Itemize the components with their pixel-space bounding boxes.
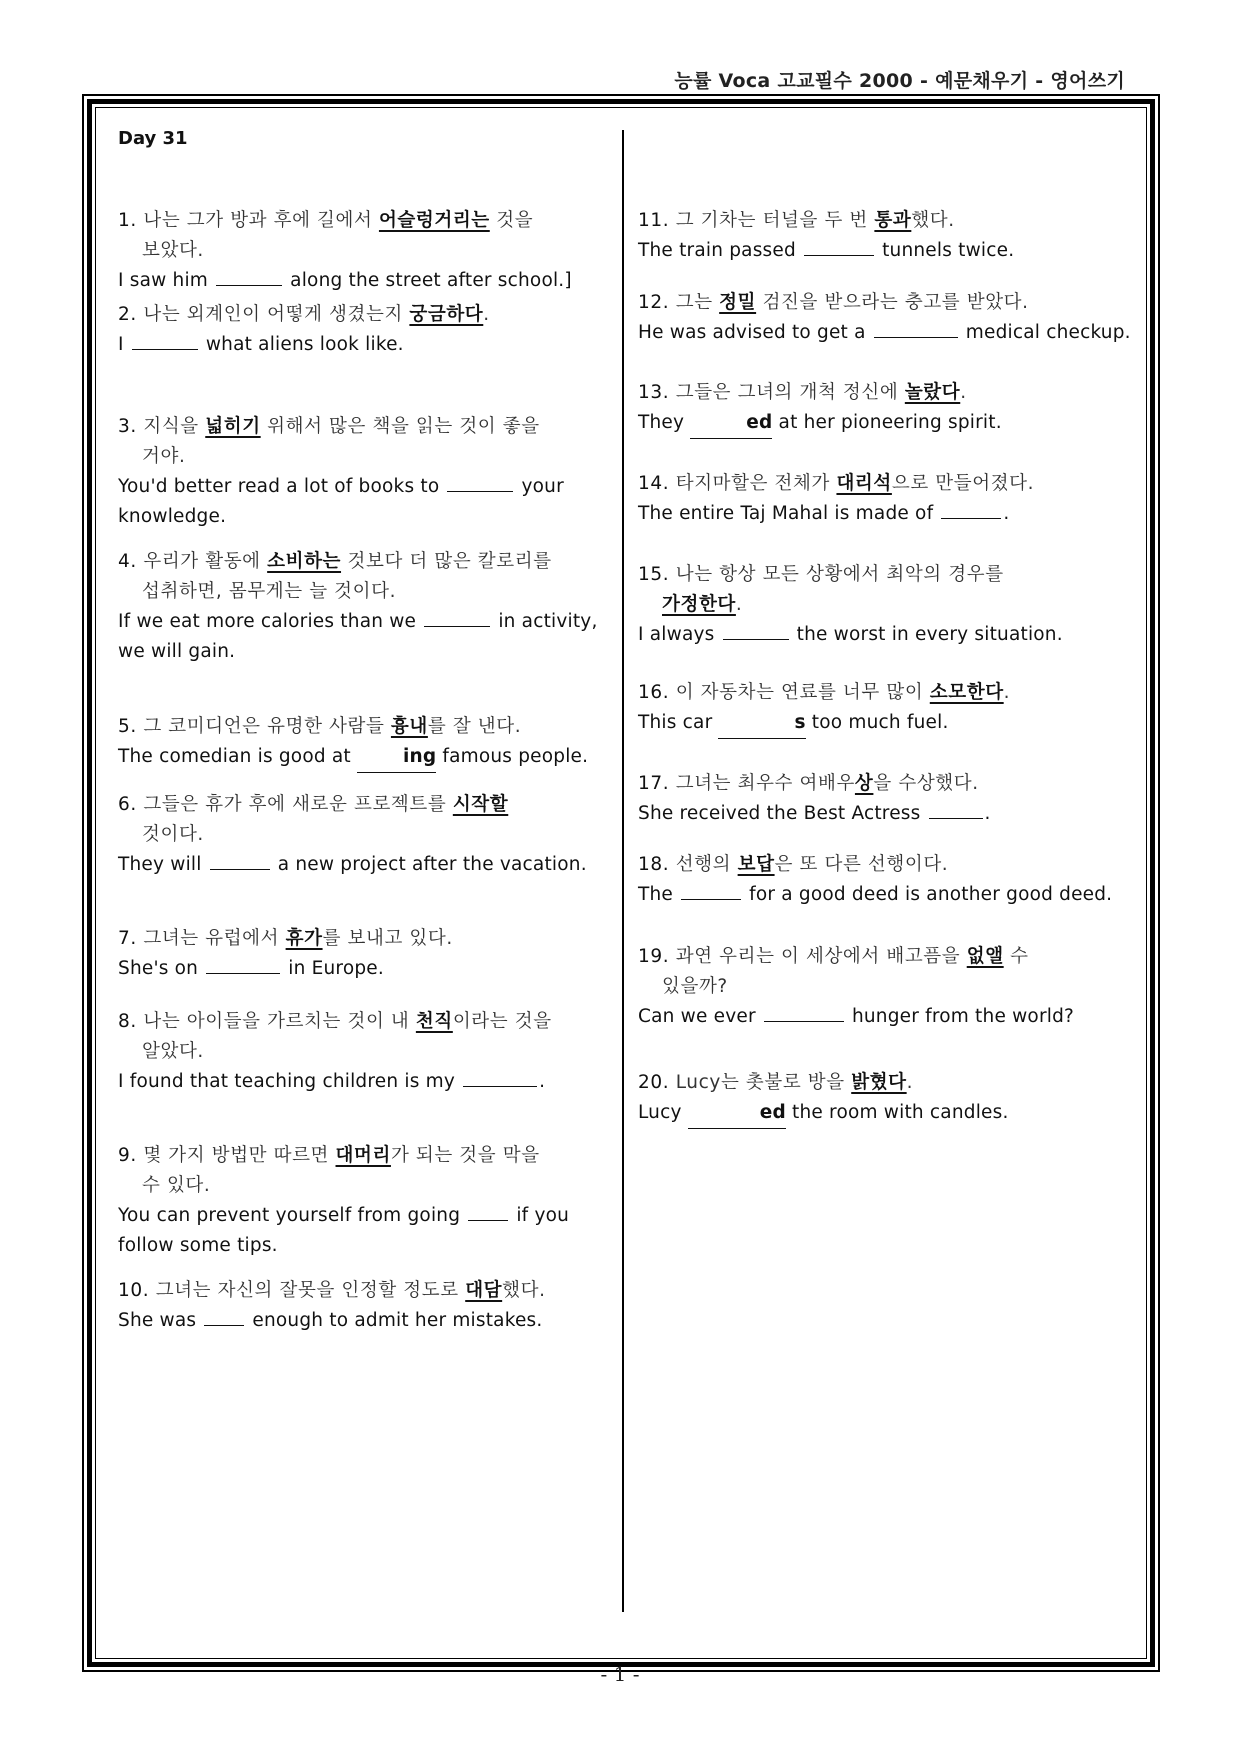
korean-text: 이 자동차는 연료를 너무 많이 xyxy=(675,682,930,703)
english-text: . xyxy=(1003,503,1010,524)
korean-text: 그 기차는 터널을 두 번 xyxy=(675,210,875,231)
korean-text: . xyxy=(1003,682,1011,703)
korean-sentence xyxy=(638,560,1138,620)
exercise-item xyxy=(638,850,1138,910)
korean-text: 그녀는 최우수 여배우 xyxy=(675,773,855,794)
keyword: 흉내 xyxy=(390,716,428,737)
korean-sentence xyxy=(638,942,1138,1002)
english-text: hunger from the world? xyxy=(845,1006,1075,1027)
korean-text: 그들은 휴가 후에 새로운 프로젝트를 xyxy=(143,794,453,815)
english-text: She's on xyxy=(118,958,205,979)
korean-text: 이라는 것을 xyxy=(452,1011,552,1032)
english-text: I saw him xyxy=(118,270,215,291)
korean-text: 선행의 xyxy=(675,854,738,875)
item-number: 5. xyxy=(118,716,137,737)
item-number: 2. xyxy=(118,304,137,325)
exercise-item xyxy=(118,206,588,296)
english-text: I xyxy=(118,334,130,355)
english-text: He was advised to get a xyxy=(638,322,872,343)
keyword: 대머리 xyxy=(335,1145,391,1166)
korean-text: Lucy는 촛불로 방을 xyxy=(675,1072,852,1093)
korean-sentence xyxy=(638,206,1138,236)
exercise-item xyxy=(638,206,1138,266)
korean-sentence xyxy=(638,678,1138,708)
korean-text: 그녀는 유럽에서 xyxy=(143,928,286,949)
keyword: 가정한다 xyxy=(662,594,736,615)
english-sentence xyxy=(118,1306,606,1336)
korean-text: 을 수상했다. xyxy=(873,773,979,794)
item-number: 12. xyxy=(638,292,670,313)
korean-sentence xyxy=(118,1141,588,1201)
page-number: - 1 - xyxy=(600,1662,640,1686)
korean-continuation: 거야. xyxy=(142,446,186,467)
korean-sentence xyxy=(118,412,588,472)
exercise-item xyxy=(638,769,1138,829)
item-number: 7. xyxy=(118,928,137,949)
english-text: She was xyxy=(118,1310,203,1331)
english-sentence xyxy=(638,708,1138,739)
korean-sentence xyxy=(118,547,606,607)
korean-text: 그 코미디언은 유명한 사람들 xyxy=(143,716,391,737)
answer-blank[interactable]: s xyxy=(718,708,805,739)
korean-sentence xyxy=(118,1007,588,1067)
english-text: for a good deed is another good deed. xyxy=(743,884,1113,905)
item-number: 6. xyxy=(118,794,137,815)
exercise-item xyxy=(638,378,1138,439)
korean-text: 그는 xyxy=(675,292,720,313)
keyword: 시작할 xyxy=(452,794,509,815)
exercise-item xyxy=(638,678,1138,739)
answer-blank[interactable] xyxy=(463,1068,537,1087)
korean-text: 그녀는 자신의 잘못을 인정할 정도로 xyxy=(155,1280,466,1301)
document-header-title: 능률 Voca 고교필수 2000 - 예문채우기 - 영어쓰기 xyxy=(674,70,1125,92)
korean-text: . xyxy=(483,304,490,325)
korean-text: 과연 우리는 이 세상에서 배고픔을 xyxy=(675,946,967,967)
english-sentence xyxy=(118,472,588,532)
exercise-item xyxy=(638,288,1138,348)
korean-text: 몇 가지 방법만 따르면 xyxy=(143,1145,336,1166)
korean-sentence xyxy=(118,712,606,742)
answer-blank[interactable] xyxy=(424,608,490,627)
english-text: The entire Taj Mahal is made of xyxy=(638,503,940,524)
keyword: 대리석 xyxy=(836,473,892,494)
english-text: I always xyxy=(638,624,721,645)
korean-text: 지식을 xyxy=(143,416,206,437)
keyword: 놀랐다 xyxy=(904,382,961,403)
korean-text: . xyxy=(906,1072,914,1093)
exercise-item xyxy=(118,712,606,773)
english-text: if you follow some tips. xyxy=(118,1205,570,1256)
english-text: The comedian is good at xyxy=(118,746,357,767)
english-sentence xyxy=(118,742,606,773)
item-number: 8. xyxy=(118,1011,137,1032)
english-text: what aliens look like. xyxy=(199,334,404,355)
exercise-item xyxy=(118,1007,588,1097)
item-number: 15. xyxy=(638,564,670,585)
english-text: famous people. xyxy=(436,746,589,767)
english-text: The xyxy=(638,884,680,905)
column-divider xyxy=(622,130,624,1612)
english-sentence xyxy=(638,880,1138,910)
item-number: 3. xyxy=(118,416,137,437)
answer-blank[interactable] xyxy=(468,1202,508,1221)
korean-text: 위해서 많은 책을 읽는 것이 좋을 xyxy=(260,416,540,437)
english-text: If we eat more calories than we xyxy=(118,611,423,632)
korean-text: 그들은 그녀의 개척 정신에 xyxy=(675,382,905,403)
exercise-item xyxy=(638,560,1138,650)
korean-sentence xyxy=(118,924,588,954)
english-sentence xyxy=(638,620,1138,650)
english-text: Lucy xyxy=(638,1102,688,1123)
item-number: 4. xyxy=(118,551,137,572)
korean-text: 것을 xyxy=(489,210,534,231)
korean-text: 나는 항상 모든 상황에서 최악의 경우를 xyxy=(675,564,1004,585)
item-number: 18. xyxy=(638,854,670,875)
answer-blank[interactable] xyxy=(216,267,282,286)
answer-blank[interactable] xyxy=(206,955,280,974)
answer-blank[interactable] xyxy=(210,851,270,870)
keyword: 궁금하다 xyxy=(409,304,484,325)
answer-blank[interactable] xyxy=(804,237,874,256)
english-text: . xyxy=(539,1071,546,1092)
korean-text: 나는 아이들을 가르치는 것이 내 xyxy=(143,1011,416,1032)
korean-text: 타지마할은 전체가 xyxy=(675,473,837,494)
english-text: She received the Best Actress xyxy=(638,803,927,824)
korean-text: 으로 만들어졌다. xyxy=(891,473,1035,494)
answer-blank[interactable]: ed xyxy=(688,1098,786,1129)
item-number: 19. xyxy=(638,946,670,967)
keyword: 어슬렁거리는 xyxy=(378,210,490,231)
item-number: 13. xyxy=(638,382,670,403)
english-text: at her pioneering spirit. xyxy=(772,412,1002,433)
english-text: the room with candles. xyxy=(785,1102,1009,1123)
english-sentence xyxy=(118,330,588,360)
item-number: 10. xyxy=(118,1280,150,1301)
exercise-item xyxy=(638,1068,1138,1129)
english-text: medical checkup. xyxy=(959,322,1131,343)
korean-sentence xyxy=(638,1068,1138,1098)
answer-blank[interactable]: ed xyxy=(690,408,772,439)
item-number: 9. xyxy=(118,1145,137,1166)
korean-continuation: 알았다. xyxy=(142,1041,204,1062)
english-text: The train passed xyxy=(638,240,802,261)
korean-sentence xyxy=(638,769,1138,799)
korean-continuation: 보았다. xyxy=(142,240,204,261)
keyword: 소모한다 xyxy=(929,682,1004,703)
item-number: 20. xyxy=(638,1072,670,1093)
answer-blank[interactable] xyxy=(447,473,513,492)
answer-blank[interactable] xyxy=(681,881,741,900)
exercise-item xyxy=(118,1276,606,1336)
korean-sentence xyxy=(118,1276,606,1306)
english-text: You can prevent yourself from going xyxy=(118,1205,467,1226)
english-sentence xyxy=(638,318,1138,348)
english-sentence xyxy=(638,1002,1138,1032)
korean-sentence xyxy=(118,206,588,266)
answer-blank[interactable] xyxy=(929,800,983,819)
english-sentence xyxy=(638,499,1138,529)
korean-text: 것보다 더 많은 칼로리를 xyxy=(341,551,552,572)
english-sentence xyxy=(638,236,1138,266)
korean-sentence xyxy=(638,378,1138,408)
english-text: I found that teaching children is my xyxy=(118,1071,462,1092)
keyword: 휴가 xyxy=(285,928,323,949)
english-sentence xyxy=(118,1201,588,1261)
english-text: in activity, we will gain. xyxy=(118,611,598,662)
day-label: Day 31 xyxy=(118,128,188,149)
english-text: This car xyxy=(638,712,719,733)
keyword: 천직 xyxy=(415,1011,453,1032)
korean-continuation: 가정한다. xyxy=(662,594,743,615)
korean-text: 했다. xyxy=(502,1280,546,1301)
exercise-item xyxy=(118,924,588,984)
korean-text: 를 보내고 있다. xyxy=(322,928,453,949)
english-text: too much fuel. xyxy=(805,712,949,733)
keyword: 통과 xyxy=(874,210,912,231)
english-sentence xyxy=(118,954,588,984)
answer-blank[interactable]: ing xyxy=(357,742,436,773)
english-text: in Europe. xyxy=(282,958,384,979)
korean-continuation: 것이다. xyxy=(142,824,204,845)
english-sentence xyxy=(638,1098,1138,1129)
keyword: 대담 xyxy=(465,1280,503,1301)
korean-text: . xyxy=(960,382,967,403)
korean-text: 은 또 다른 선행이다. xyxy=(774,854,949,875)
english-text: . xyxy=(984,803,991,824)
korean-text: 우리가 활동에 xyxy=(143,551,268,572)
exercise-item xyxy=(638,469,1138,529)
english-text: You'd better read a lot of books to xyxy=(118,476,446,497)
exercise-item xyxy=(118,412,588,532)
english-text: along the street after school.] xyxy=(284,270,572,291)
keyword: 소비하는 xyxy=(267,551,342,572)
korean-text: 가 되는 것을 막을 xyxy=(390,1145,540,1166)
exercise-item xyxy=(118,300,588,360)
korean-text: 수 xyxy=(1003,946,1029,967)
korean-continuation: 있을까? xyxy=(662,976,728,997)
korean-sentence xyxy=(638,850,1138,880)
exercise-item xyxy=(638,942,1138,1032)
english-text: tunnels twice. xyxy=(876,240,1015,261)
exercise-item xyxy=(118,1141,588,1261)
keyword: 넓히기 xyxy=(205,416,261,437)
item-number: 14. xyxy=(638,473,670,494)
item-number: 17. xyxy=(638,773,670,794)
korean-text: 나는 그가 방과 후에 길에서 xyxy=(143,210,379,231)
korean-sentence xyxy=(118,300,588,330)
english-text: the worst in every situation. xyxy=(790,624,1063,645)
answer-blank[interactable] xyxy=(204,1307,244,1326)
korean-continuation: 섭취하면, 몸무게는 늘 것이다. xyxy=(142,581,397,602)
exercise-item xyxy=(118,790,606,880)
answer-blank[interactable] xyxy=(132,331,198,350)
exercise-item xyxy=(118,547,606,667)
answer-blank[interactable] xyxy=(723,621,789,640)
english-sentence xyxy=(638,799,1138,829)
english-sentence xyxy=(118,607,606,667)
korean-sentence xyxy=(638,288,1138,318)
english-text: enough to admit her mistakes. xyxy=(246,1310,543,1331)
keyword: 상 xyxy=(854,773,874,794)
korean-text: 나는 외계인이 어떻게 생겼는지 xyxy=(143,304,410,325)
keyword: 밝혔다 xyxy=(851,1072,907,1093)
korean-text: 했다. xyxy=(911,210,955,231)
item-number: 11. xyxy=(638,210,670,231)
korean-text: 를 잘 낸다. xyxy=(427,716,522,737)
english-text: They will xyxy=(118,854,208,875)
english-sentence xyxy=(638,408,1138,439)
english-sentence xyxy=(118,1067,588,1097)
keyword: 정밀 xyxy=(719,292,757,313)
item-number: 1. xyxy=(118,210,137,231)
keyword: 없앨 xyxy=(966,946,1004,967)
korean-text: 검진을 받으라는 충고를 받았다. xyxy=(756,292,1029,313)
english-sentence xyxy=(118,850,606,880)
korean-sentence xyxy=(638,469,1138,499)
english-text: They xyxy=(638,412,691,433)
english-text: a new project after the vacation. xyxy=(271,854,587,875)
answer-blank[interactable] xyxy=(941,500,1001,519)
keyword: 보답 xyxy=(737,854,775,875)
korean-continuation: 수 있다. xyxy=(142,1175,211,1196)
korean-sentence xyxy=(118,790,606,850)
answer-blank[interactable] xyxy=(874,319,958,338)
english-sentence xyxy=(118,266,588,296)
item-number: 16. xyxy=(638,682,670,703)
english-text: your knowledge. xyxy=(118,476,564,527)
english-text: Can we ever xyxy=(638,1006,762,1027)
answer-blank[interactable] xyxy=(764,1003,844,1022)
